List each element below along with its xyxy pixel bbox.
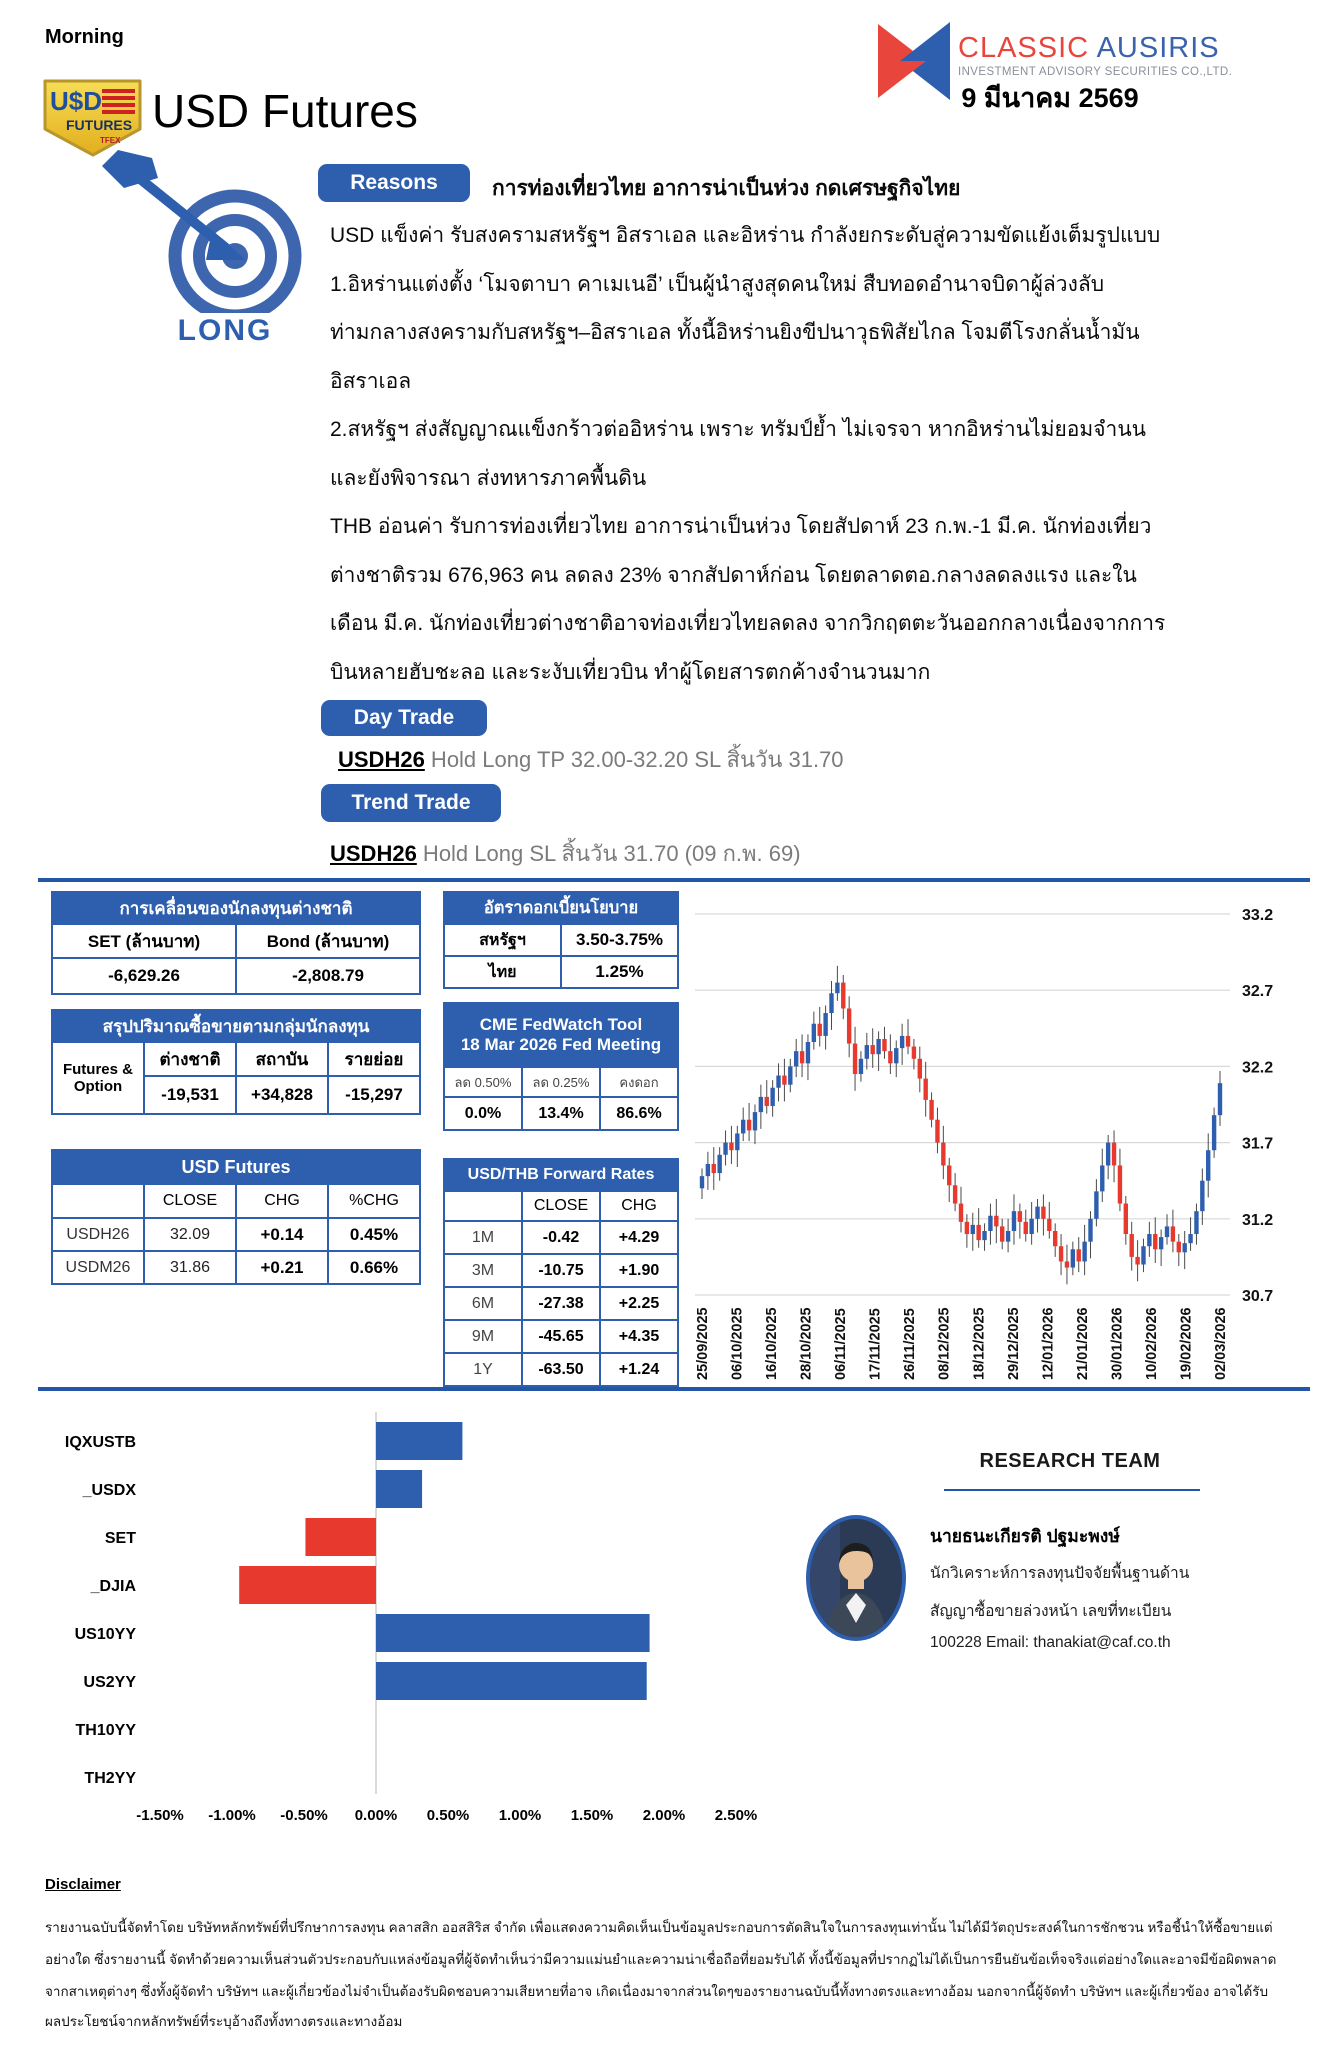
day-trade-symbol: USDH26 — [338, 747, 425, 772]
svg-text:TH10YY: TH10YY — [75, 1722, 136, 1739]
svg-text:30.7: 30.7 — [1242, 1288, 1274, 1305]
table-cell: -2,808.79 — [236, 958, 420, 994]
svg-text:08/12/2025: 08/12/2025 — [936, 1307, 953, 1380]
column-header: CHG — [236, 1184, 328, 1218]
paragraph-line: บินหลายฮับชะลอ และระงับเที่ยวบิน ทำผู้โดยสารตกค้างจำนวนมาก — [330, 660, 931, 684]
column-header: Bond (ล้านบาท) — [236, 924, 420, 958]
usd-futures-table — [51, 1149, 421, 1285]
section-divider-bottom — [38, 1387, 1310, 1391]
table-cell: -45.65 — [522, 1320, 600, 1353]
svg-text:SET: SET — [104, 1530, 136, 1547]
price-candlestick-chart — [690, 900, 1340, 1400]
disclaimer-line: รายงานฉบับนี้จัดทำโดย บริษัทหลักทรัพย์ที่ปรึกษาการลงทุน คลาสสิก ออสสิริส จำกัด เพื่อแสดงความคิดเห็นเป็นข้อมูลประกอบการตัดสินใจในการลงทุนเท่านั้น ไม่ได้มีวัตถุประสงค์ในการชักชวน หรือชี้นำให้ซื้อขายแต่ — [45, 1920, 1273, 1935]
svg-text:10/02/2026: 10/02/2026 — [1143, 1307, 1160, 1380]
svg-text:1.00%: 1.00% — [498, 1807, 542, 1824]
svg-text:FUTURES: FUTURES — [66, 117, 133, 133]
table-title: สรุปปริมาณซื้อขายตามกลุ่มนักลงทุน — [52, 1010, 420, 1042]
table-cell: 31.86 — [144, 1251, 236, 1284]
section-divider-top — [38, 878, 1310, 882]
volume-by-investor-table — [51, 1009, 421, 1115]
table-cell: +4.35 — [600, 1320, 678, 1353]
svg-text:U$D: U$D — [50, 86, 103, 116]
table-cell: +0.14 — [236, 1218, 328, 1251]
column-header: CLOSE — [522, 1191, 600, 1221]
svg-text:31.7: 31.7 — [1242, 1135, 1274, 1153]
trend-trade-symbol: USDH26 — [330, 841, 417, 866]
table-cell: 3.50-3.75% — [561, 924, 678, 956]
table-cell: -63.50 — [522, 1353, 600, 1386]
paragraph-line: เดือน มี.ค. นักท่องเที่ยวต่างชาติอาจท่องเที่ยวไทยลดลง จากวิกฤตตะวันออกกลางเนื่องจากการ — [330, 612, 1166, 635]
table-cell: 1.25% — [561, 956, 678, 988]
table-title: USD/THB Forward Rates — [444, 1159, 678, 1191]
table-title: การเคลื่อนของนักลงทุนต่างชาติ — [52, 892, 420, 924]
paragraph-line: และยังพิจารณา ส่งทหารภาคพื้นดิน — [330, 466, 647, 490]
svg-text:31.2: 31.2 — [1242, 1211, 1274, 1229]
row-label: 3M — [444, 1254, 522, 1287]
svg-text:-1.50%: -1.50% — [136, 1807, 184, 1824]
table-cell: -0.42 — [522, 1221, 600, 1254]
column-header: SET (ล้านบาท) — [52, 924, 236, 958]
column-header: CLOSE — [144, 1184, 236, 1218]
table-cell: -15,297 — [328, 1076, 420, 1114]
disclaimer-heading: Disclaimer — [45, 1876, 121, 1893]
svg-text:28/10/2025: 28/10/2025 — [798, 1307, 815, 1380]
column-header: CHG — [600, 1191, 678, 1221]
svg-text:33.2: 33.2 — [1242, 907, 1274, 924]
column-header: %CHG — [328, 1184, 420, 1218]
svg-text:_USDX: _USDX — [82, 1482, 136, 1499]
table-cell: 0.45% — [328, 1218, 420, 1251]
svg-text:TFEX: TFEX — [100, 136, 121, 145]
row-label: 1Y — [444, 1353, 522, 1386]
paragraph-line: ต่างชาติรวม 676,963 คน ลดลง 23% จากสัปดาห์ก่อน โดยตลาดตอ.กลางลดลงแรง และใน — [330, 563, 1137, 587]
table-cell: 0.0% — [444, 1097, 522, 1130]
research-team-underline — [944, 1489, 1200, 1491]
paragraph-line: 2.สหรัฐฯ ส่งสัญญาณแข็งกร้าวต่ออิหร่าน เพราะ ทรัมป์ย้ำ ไม่เจรจา หากอิหร่านไม่ยอมจำนน — [330, 418, 1147, 441]
row-label: ไทย — [444, 956, 561, 988]
svg-text:25/09/2025: 25/09/2025 — [695, 1307, 711, 1380]
svg-text:32.2: 32.2 — [1242, 1059, 1274, 1077]
trend-trade-text: Hold Long SL สิ้นวัน 31.70 (09 ก.พ. 69) — [416, 841, 801, 866]
position-label: LONG — [177, 314, 273, 347]
paragraph-line: 1.อิหร่านแต่งตั้ง ‘โมจตาบา คาเมเนอี’ เป็นผู้นำสูงสุดคนใหม่ สืบทอดอำนาจบิดาผู้ล่วงลับ — [330, 272, 1105, 296]
performance-bar-chart — [38, 1402, 778, 1832]
table-cell: -27.38 — [522, 1287, 600, 1320]
table-cell: 86.6% — [600, 1097, 678, 1130]
paragraph-line: อิสราเอล — [330, 369, 412, 393]
table-cell: -19,531 — [144, 1076, 236, 1114]
svg-text:30/01/2026: 30/01/2026 — [1109, 1307, 1126, 1380]
svg-text:18/12/2025: 18/12/2025 — [971, 1307, 988, 1380]
column-header — [52, 1184, 144, 1218]
svg-text:-0.50%: -0.50% — [280, 1807, 328, 1824]
column-header: รายย่อย — [328, 1042, 420, 1076]
svg-text:16/10/2025: 16/10/2025 — [764, 1307, 781, 1380]
trend-trade-line — [330, 836, 801, 871]
disclaimer-line: จากสาเหตุต่างๆ ซึ่งทั้งผู้จัดทำ บริษัทฯ และผู้เกี่ยวข้องไม่จำเป็นต้องรับผิดชอบความเสียหายที่อาจ เกิดเนื่องมาจากส่วนใดๆของรายงานฉบับนี้ทั้งทางตรงและทางอ้อม นอกจากนี้ผู้จัดทำ บริษัทฯ และผู้เกี่ยวข้อง อาจได้รับ — [45, 1984, 1269, 1999]
table-cell: -6,629.26 — [52, 958, 236, 994]
table-cell: +2.25 — [600, 1287, 678, 1320]
svg-text:2.50%: 2.50% — [714, 1807, 758, 1824]
brand-name-secondary: AUSIRIS — [1096, 32, 1220, 64]
reasons-topic: การท่องเที่ยวไทย อาการน่าเป็นห่วง กดเศรษฐกิจไทย — [492, 177, 961, 200]
table-cell: +1.90 — [600, 1254, 678, 1287]
table-title: CME FedWatch Tool 18 Mar 2026 Fed Meeting — [444, 1003, 678, 1067]
svg-text:-1.00%: -1.00% — [208, 1807, 256, 1824]
page-title: USD Futures — [152, 85, 418, 137]
svg-text:US10YY: US10YY — [74, 1626, 136, 1643]
table-cell: +34,828 — [236, 1076, 328, 1114]
paragraph-line: ท่ามกลางสงครามกับสหรัฐฯ–อิสราเอล ทั้งนี้อิหร่านยิงขีปนาวุธพิสัยไกล โจมตีโรงกลั่นน้ำมัน — [330, 321, 1140, 344]
svg-text:IQXUSTB: IQXUSTB — [64, 1434, 136, 1451]
dart-target-icon — [100, 148, 315, 318]
table-cell: 0.66% — [328, 1251, 420, 1284]
column-header — [444, 1191, 522, 1221]
analyst-role-line: สัญญาซื้อขายล่วงหน้า เลขที่ทะเบียน — [930, 1603, 1172, 1620]
row-label: USDM26 — [52, 1251, 144, 1284]
svg-text:21/01/2026: 21/01/2026 — [1074, 1307, 1091, 1380]
table-cell: +1.24 — [600, 1353, 678, 1386]
row-label: 1M — [444, 1221, 522, 1254]
disclaimer-line: ผลประโยชน์จากหลักทรัพย์ที่ระบุอ้างถึงทั้งทางตรงและทางอ้อม — [45, 2014, 403, 2029]
column-header: ลด 0.25% — [522, 1067, 600, 1097]
column-header: ต่างชาติ — [144, 1042, 236, 1076]
fedwatch-table — [443, 1002, 679, 1131]
paragraph-line: THB อ่อนค่า รับการท่องเที่ยวไทย อาการน่าเป็นห่วง โดยสัปดาห์ 23 ก.พ.-1 มี.ค. นักท่องเที่ยว — [330, 515, 1152, 538]
day-trade-text: Hold Long TP 32.00-32.20 SL สิ้นวัน 31.70 — [424, 747, 844, 772]
svg-text:2.00%: 2.00% — [642, 1807, 686, 1824]
policy-rates-table — [443, 891, 679, 989]
brand-name-primary: CLASSIC — [958, 32, 1090, 64]
brand-subtitle: INVESTMENT ADVISORY SECURITIES CO.,LTD. — [958, 66, 1233, 78]
svg-text:US2YY: US2YY — [83, 1674, 136, 1691]
table-cell: -10.75 — [522, 1254, 600, 1287]
column-header: ลด 0.50% — [444, 1067, 522, 1097]
disclaimer-line: อย่างใด ซึ่งรายงานนี้ จัดทำด้วยความเห็นส่วนตัวประกอบกับแหล่งข้อมูลที่ผู้จัดทำเห็นว่ามีความแม่นยำและความน่าเชื่อถือที่ยอมรับได้ ทั้งนี้ข้อมูลที่ปรากฏไม่ได้เป็นการยืนยันข้อเท็จจริงแต่อย่างใดและอาจมีข้อผิดพลาด — [45, 1952, 1277, 1967]
analyst-role-line: นักวิเคราะห์การลงทุนปัจจัยพื้นฐานด้าน — [930, 1565, 1190, 1582]
svg-text:0.50%: 0.50% — [426, 1807, 470, 1824]
svg-text:06/11/2025: 06/11/2025 — [833, 1308, 850, 1380]
row-label: สหรัฐฯ — [444, 924, 561, 956]
row-label: USDH26 — [52, 1218, 144, 1251]
row-label: Futures & Option — [52, 1042, 144, 1114]
column-header: สถาบัน — [236, 1042, 328, 1076]
analyst-avatar — [806, 1515, 906, 1641]
day-trade-line — [338, 742, 844, 777]
table-cell: 13.4% — [522, 1097, 600, 1130]
analyst-name: นายธนะเกียรติ ปฐมะพงษ์ — [930, 1526, 1120, 1546]
row-label: 6M — [444, 1287, 522, 1320]
day-trade-button[interactable]: Day Trade — [321, 700, 487, 736]
morning-label: Morning — [45, 26, 124, 48]
table-cell: +4.29 — [600, 1221, 678, 1254]
foreign-flow-table — [51, 891, 421, 995]
table-cell: +0.21 — [236, 1251, 328, 1284]
svg-text:32.7: 32.7 — [1242, 983, 1274, 1001]
svg-text:02/03/2026: 02/03/2026 — [1213, 1307, 1229, 1380]
column-header: คงดอก — [600, 1067, 678, 1097]
svg-text:19/02/2026: 19/02/2026 — [1178, 1307, 1195, 1380]
table-cell: 32.09 — [144, 1218, 236, 1251]
svg-text:12/01/2026: 12/01/2026 — [1040, 1307, 1057, 1380]
svg-text:17/11/2025: 17/11/2025 — [867, 1308, 884, 1380]
table-title: อัตราดอกเบี้ยนโยบาย — [444, 892, 678, 924]
forward-rates-table — [443, 1158, 679, 1387]
paragraph-line: USD แข็งค่า รับสงครามสหรัฐฯ อิสราเอล และอิหร่าน กำลังยกระดับสู่ความขัดแย้งเต็มรูปแบบ — [330, 224, 1161, 247]
svg-text:26/11/2025: 26/11/2025 — [902, 1308, 919, 1380]
reasons-button[interactable]: Reasons — [318, 164, 470, 202]
research-team-heading: RESEARCH TEAM — [979, 1450, 1161, 1472]
analyst-contact-line: 100228 Email: thanakiat@caf.co.th — [930, 1634, 1171, 1651]
svg-text:1.50%: 1.50% — [570, 1807, 614, 1824]
svg-text:0.00%: 0.00% — [354, 1807, 398, 1824]
reasons-paragraphs — [330, 212, 1165, 697]
svg-text:29/12/2025: 29/12/2025 — [1005, 1307, 1022, 1380]
report-date: 9 มีนาคม 2569 — [961, 83, 1139, 113]
row-label: 9M — [444, 1320, 522, 1353]
trend-trade-button[interactable]: Trend Trade — [321, 784, 501, 822]
svg-text:06/10/2025: 06/10/2025 — [729, 1307, 746, 1380]
svg-text:TH2YY: TH2YY — [84, 1770, 136, 1787]
table-title: USD Futures — [52, 1150, 420, 1184]
svg-text:_DJIA: _DJIA — [90, 1578, 136, 1595]
brand-name — [958, 32, 1220, 65]
